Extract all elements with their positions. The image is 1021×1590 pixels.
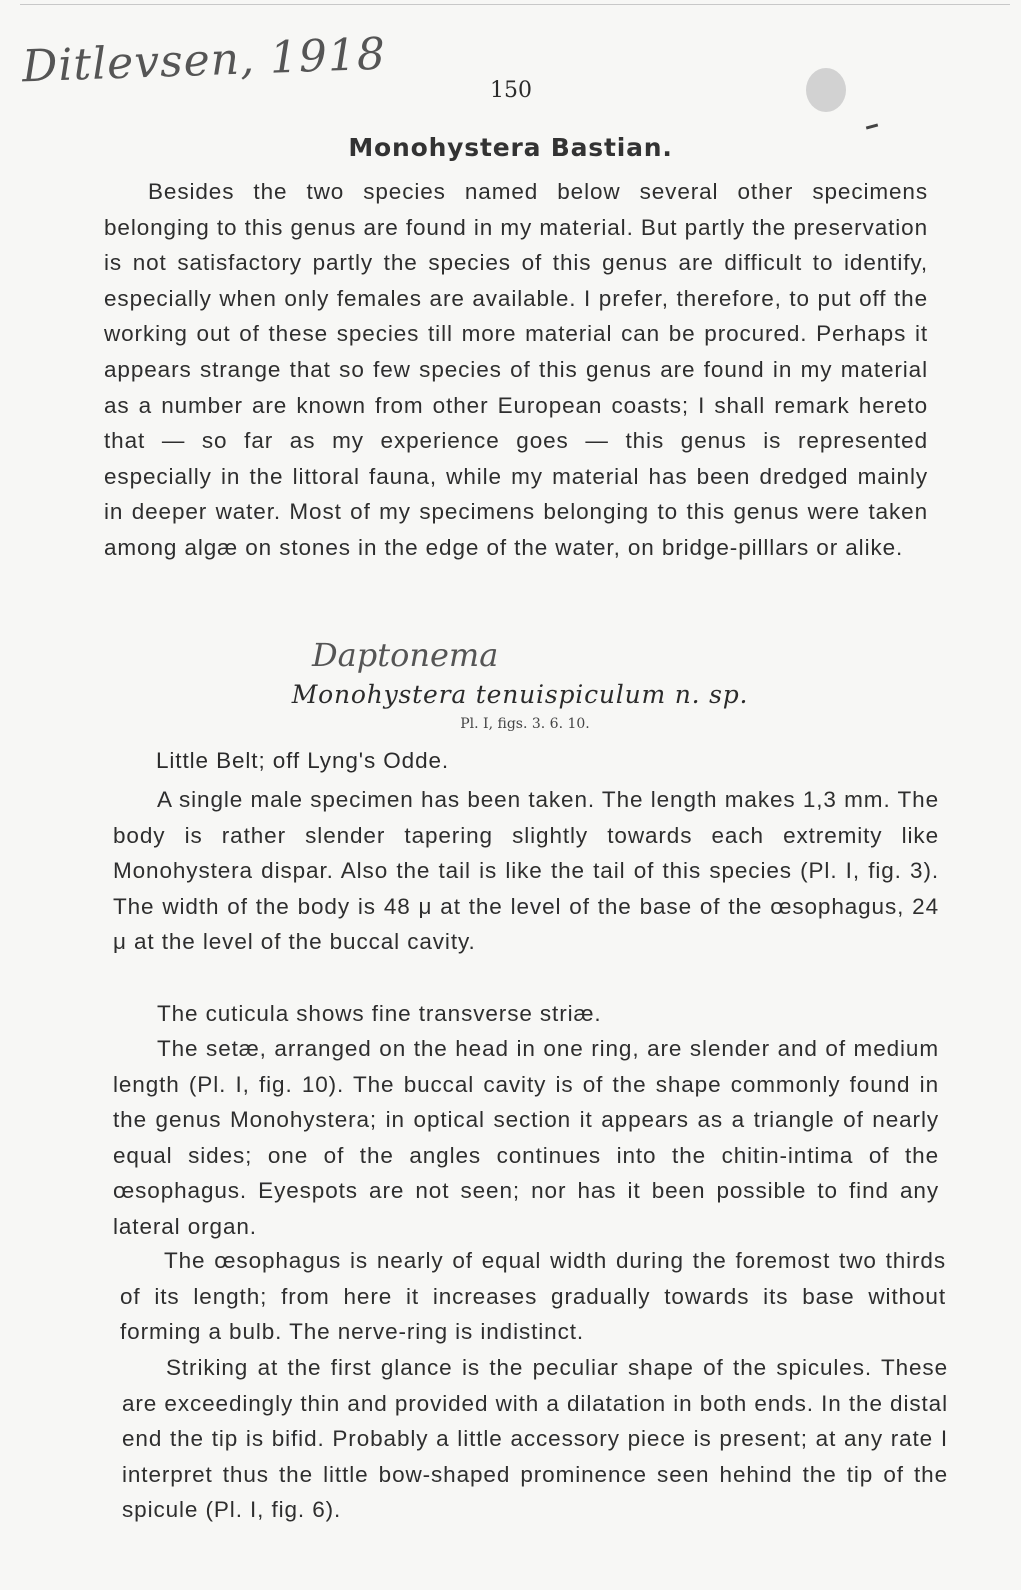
plate-reference: Pl. I, figs. 3. 6. 10.	[460, 716, 590, 732]
body-paragraph: Striking at the first glance is the peculiar shape of the spicules. These are exceedingly thin and provided with a dilatation in both ends. In the distal end the tip is bifid. Probably a little accessory piece is present; at any rate I interpret thus the little bow-shaped prominence seen hehind the tip of the spicule (Pl. I, fig. 6).	[122, 1355, 948, 1523]
body-paragraph: A single male specimen has been taken. The length makes 1,3 mm. The body is rather slender tapering slightly towards each extremity like Monohystera dispar. Also the tail is like the tail of this species (Pl. I, fig. 3). The width of the body is 48 μ at the level of the base of the œsophagus, 24 μ at the level of the buccal cavity.	[113, 787, 939, 955]
body-paragraph: The setæ, arranged on the head in one ring, are slender and of medium length (Pl. I, fig. 10). The buccal cavity is of the shape commonly found in the genus Monohystera; in optical section it appears as a triangle of nearly equal sides; one of the angles continues into the chitin-intima of the œsophagus. Eyespots are not seen; nor has it been possible to find any lateral organ.	[113, 1036, 939, 1239]
section-title: Monohystera Bastian.	[348, 133, 673, 162]
species-title: Monohystera tenuispiculum n. sp.	[291, 680, 749, 709]
scan-edge-line	[20, 4, 1010, 5]
locality-line: Little Belt; off Lyng's Odde.	[156, 748, 450, 773]
page-number: 150	[490, 78, 532, 103]
stamp-mark	[806, 68, 846, 112]
body-paragraph: The œsophagus is nearly of equal width during the foremost two thirds of its length; from here it increases gradually towards its base without forming a bulb. The nerve-ring is indistinct.	[120, 1248, 946, 1345]
handwritten-citation: Ditlevsen, 1918	[21, 28, 387, 93]
body-paragraph: The cuticula shows fine transverse striæ.	[157, 1001, 602, 1026]
intro-paragraph: Besides the two species named below several other specimens belonging to this genus are found in my material. But partly the preservation is not satisfactory partly the species of this genus are difficult to identify, especially when only females are available. I prefer, therefore, to put off the working out of these species till more material can be procured. Perhaps it appears strange that so few species of this genus are found in my material as a number are known from other European coasts; I shall remark hereto that — so far as my experience goes — this genus is represented especially in the littoral fauna, while my material has been dredged mainly in deeper water. Most of my specimens belonging to this genus were taken among algæ on stones in the edge of the water, on bridge-pilllars or alike.	[104, 179, 928, 560]
handwritten-genus-annotation: Daptonema	[312, 636, 499, 674]
pen-mark	[866, 123, 878, 129]
